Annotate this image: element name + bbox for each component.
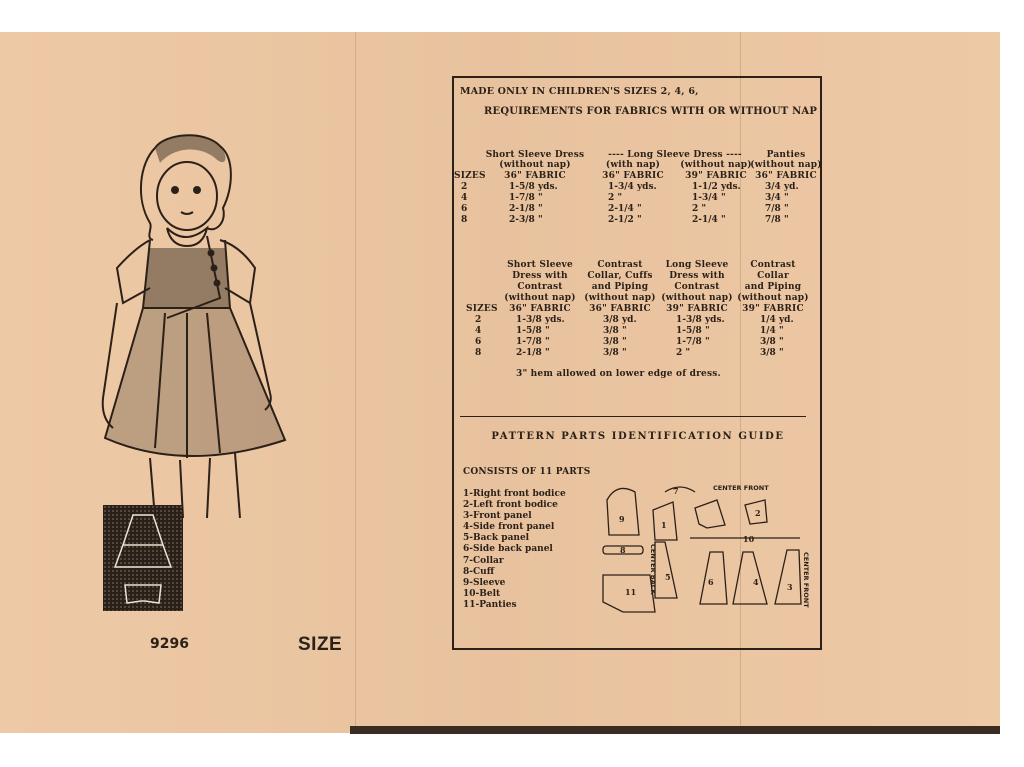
diagram-label-3: 3 (787, 582, 793, 592)
girl-dress-illustration (95, 128, 295, 518)
t2-col4-line3: and Piping (744, 282, 802, 292)
table-cell: 2 " (676, 348, 691, 358)
table-cell: 1-7/8 " (516, 337, 550, 347)
fold-line (355, 32, 356, 733)
table-cell: 8 (475, 348, 482, 358)
table-cell: 2-1/8 " (516, 348, 550, 358)
sizes-line: MADE ONLY IN CHILDREN'S SIZES 2, 4, 6, (460, 86, 699, 97)
diagram-label-11: 11 (625, 587, 637, 597)
table-cell: 3/8 " (603, 337, 627, 347)
table-cell: 1/4 yd. (760, 315, 794, 325)
table-cell: 4 (461, 193, 468, 203)
parts-list (463, 489, 566, 611)
part-item: 10-Belt (463, 588, 501, 599)
t2-col2-line1: Contrast (597, 260, 643, 270)
part-item: 11-Panties (463, 599, 517, 610)
table-cell: 2 (461, 182, 468, 192)
t2-col1-line2: Dress with (512, 271, 568, 281)
t1-col1-line1: Short Sleeve Dress (485, 150, 585, 160)
table-cell: 3/8 " (760, 337, 784, 347)
pattern-pieces-diagram (595, 480, 810, 615)
parts-count: CONSISTS OF 11 PARTS (463, 467, 591, 477)
t2-sizes-header: SIZES (466, 304, 498, 314)
table-cell: 1-5/8 yds. (509, 182, 558, 192)
center-front-side-label: CENTER FRONT (802, 552, 810, 608)
table-cell: 3/8 yd. (603, 315, 637, 325)
sheet-shadow (350, 726, 1000, 734)
table-cell: 3/8 " (603, 326, 627, 336)
diagram-label-9: 9 (619, 514, 625, 524)
t2-col4-line4: (without nap) (737, 293, 809, 303)
table-cell: 1-3/8 yds. (516, 315, 565, 325)
diagram-label-4: 4 (753, 577, 759, 587)
t1-col4-line2: (without nap) (750, 160, 822, 170)
table-cell: 2-3/8 " (509, 215, 543, 225)
diagram-label-2: 2 (755, 508, 761, 518)
t2-col1-line4: (without nap) (504, 293, 576, 303)
t1-col2-line1: (with nap) (605, 160, 661, 170)
size-label: SIZE (298, 634, 343, 655)
part-item: 3-Front panel (463, 511, 532, 522)
t1-col4-line3: 36" FABRIC (755, 171, 817, 181)
t2-col3-line5: 39" FABRIC (666, 304, 728, 314)
table-cell: 3/8 " (760, 348, 784, 358)
diagram-label-5: 5 (665, 572, 671, 582)
t2-col2-line2: Collar, Cuffs (587, 271, 653, 281)
part-item: 7-Collar (463, 555, 504, 566)
thumbnail-photo (103, 505, 183, 611)
part-item: 8-Cuff (463, 566, 495, 577)
table-cell: 1-5/8 " (676, 326, 710, 336)
center-back-label: CENTER BACK (649, 544, 657, 595)
t2-col3-line3: Contrast (674, 282, 720, 292)
table-cell: 1-3/8 yds. (676, 315, 725, 325)
table-cell: 8 (461, 215, 468, 225)
table-cell: 2-1/8 " (509, 204, 543, 214)
t1-col1-line2: (without nap) (499, 160, 571, 170)
diagram-label-6: 6 (708, 577, 714, 587)
part-item: 2-Left front bodice (463, 500, 558, 511)
table-cell: 3/8 " (603, 348, 627, 358)
part-item: 6-Side back panel (463, 544, 553, 555)
table-cell: 2 (475, 315, 482, 325)
diagram-label-8: 8 (620, 545, 626, 555)
t2-col4-line1: Contrast (750, 260, 796, 270)
t2-col2-line3: and Piping (591, 282, 649, 292)
t2-col3-line1: Long Sleeve (665, 260, 729, 270)
t2-col2-line4: (without nap) (584, 293, 656, 303)
table-cell: 2-1/4 " (608, 204, 642, 214)
table-cell: 7/8 " (765, 204, 789, 214)
t1-sizes-header: SIZES (454, 171, 486, 181)
parts-guide-title: PATTERN PARTS IDENTIFICATION GUIDE (491, 431, 785, 442)
part-item: 5-Back panel (463, 533, 530, 544)
table-cell: 7/8 " (765, 215, 789, 225)
hem-note: 3" hem allowed on lower edge of dress. (516, 369, 721, 379)
t2-col2-line5: 36" FABRIC (589, 304, 651, 314)
t2-col1-line5: 36" FABRIC (509, 304, 571, 314)
table-cell: 3/4 yd. (765, 182, 799, 192)
table-cell: 1-7/8 " (676, 337, 710, 347)
diagram-label-7: 7 (673, 486, 679, 496)
t2-col4-line5: 39" FABRIC (742, 304, 804, 314)
t2-col1-line1: Short Sleeve (507, 260, 573, 270)
table-cell: 1-7/8 " (509, 193, 543, 203)
table-cell: 2-1/2 " (608, 215, 642, 225)
t1-long-sleeve-title: ---- Long Sleeve Dress ---- (608, 150, 742, 160)
part-item: 9-Sleeve (463, 577, 506, 588)
table-cell: 2-1/4 " (692, 215, 726, 225)
diagram-label-10: 10 (743, 534, 755, 544)
table-cell: 2 " (692, 204, 707, 214)
t2-col4-line2: Collar (757, 271, 789, 281)
section-divider (460, 416, 806, 417)
pattern-number: 9296 (150, 636, 189, 652)
dress-and-panties-icon (103, 505, 183, 611)
table-cell: 4 (475, 326, 482, 336)
part-item: 1-Right front bodice (463, 489, 566, 499)
table-cell: 1-5/8 " (516, 326, 550, 336)
t1-col2-line2: 36" FABRIC (602, 171, 664, 181)
table-cell: 1/4 " (760, 326, 784, 336)
t2-col3-line2: Dress with (669, 271, 725, 281)
table-cell: 6 (461, 204, 468, 214)
t2-col3-line4: (without nap) (661, 293, 733, 303)
requirements-title: REQUIREMENTS FOR FABRICS WITH OR WITHOUT NAP (484, 106, 818, 117)
t1-col1-line3: 36" FABRIC (504, 171, 566, 181)
part-item: 4-Side front panel (463, 522, 555, 533)
table-cell: 1-3/4 yds. (608, 182, 657, 192)
table-cell: 1-1/2 yds. (692, 182, 741, 192)
center-front-top-label: CENTER FRONT (713, 484, 769, 492)
table-cell: 6 (475, 337, 482, 347)
diagram-label-1: 1 (661, 520, 667, 530)
t1-col3-line1: (without nap) (680, 160, 752, 170)
table-cell: 2 " (608, 193, 623, 203)
t1-col3-line2: 39" FABRIC (685, 171, 747, 181)
table-cell: 1-3/4 " (692, 193, 726, 203)
t2-col1-line3: Contrast (517, 282, 563, 292)
t1-col4-line1: Panties (766, 150, 806, 160)
table-cell: 3/4 " (765, 193, 789, 203)
